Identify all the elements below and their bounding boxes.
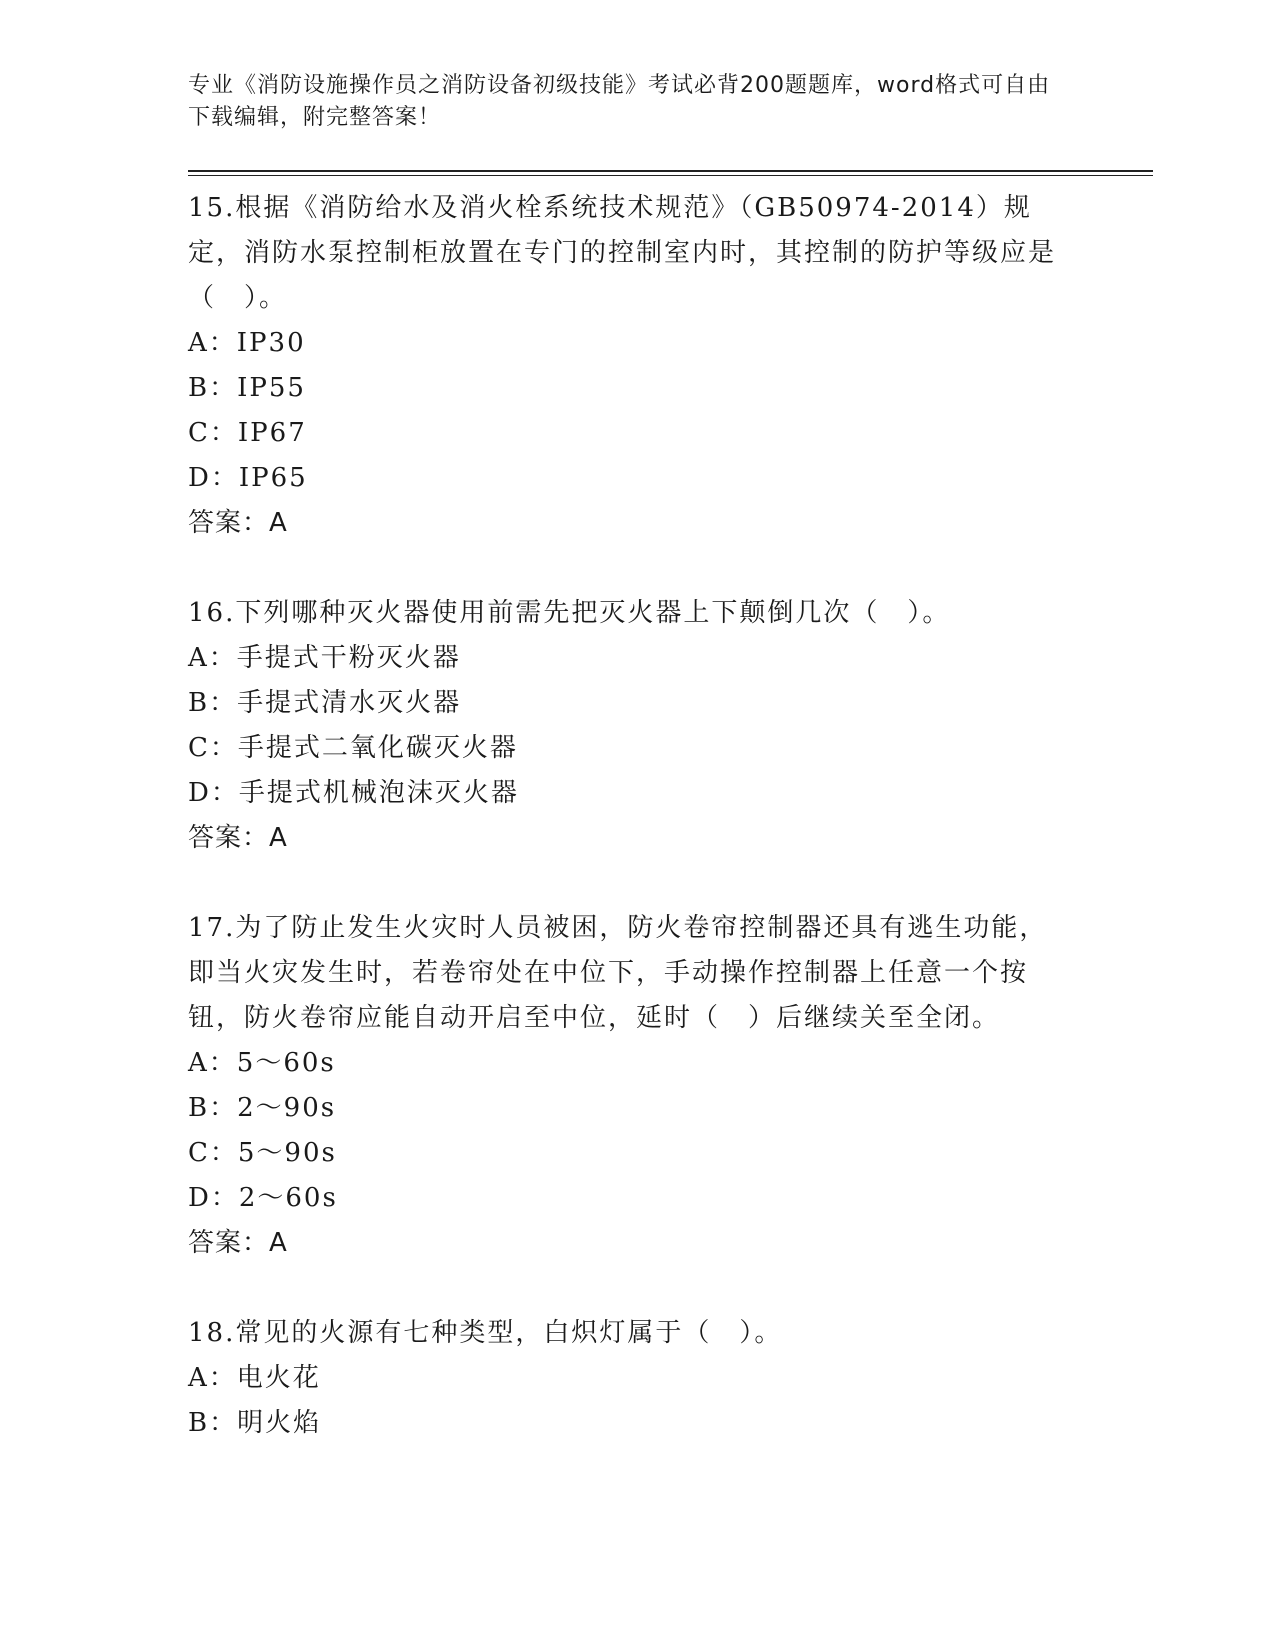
header-divider — [188, 170, 1153, 176]
question-15 — [188, 186, 1153, 546]
spacer — [188, 1266, 1153, 1311]
option-a: A：电火花 — [188, 1363, 321, 1393]
option-d: D：手提式机械泡沫灭火器 — [188, 778, 519, 808]
question-stem: 15.根据《消防给水及消火栓系统技术规范》（GB50974-2014）规定，消防水泵控制柜放置在专门的控制室内时，其控制的防护等级应是（ ）。 — [188, 193, 1057, 313]
spacer — [188, 861, 1153, 906]
option-a: A：手提式干粉灭火器 — [188, 643, 461, 673]
answer-line: 答案：A — [188, 1228, 288, 1258]
option-b: B：IP55 — [188, 373, 306, 403]
option-d: D：2～60s — [188, 1183, 338, 1213]
option-a: A：IP30 — [188, 328, 306, 358]
option-c: C：5～90s — [188, 1138, 337, 1168]
question-17 — [188, 906, 1153, 1266]
question-stem: 16.下列哪种灭火器使用前需先把灭火器上下颠倒几次（ ）。 — [188, 598, 951, 628]
document-page — [188, 70, 1153, 1446]
option-a: A：5～60s — [188, 1048, 336, 1078]
option-c: C：手提式二氧化碳灭火器 — [188, 733, 518, 763]
answer-line: 答案：A — [188, 823, 288, 853]
option-b: B：手提式清水灭火器 — [188, 688, 462, 718]
question-stem: 18.常见的火源有七种类型，白炽灯属于（ ）。 — [188, 1318, 783, 1348]
document-header: 专业《消防设施操作员之消防设备初级技能》考试必背200题题库，word格式可自由下载编辑，附完整答案！ — [188, 73, 1051, 130]
question-stem: 17.为了防止发生火灾时人员被困，防火卷帘控制器还具有逃生功能，即当火灾发生时，若卷帘处在中位下，手动操作控制器上任意一个按钮，防火卷帘应能自动开启至中位，延时（ ）后继续关至全闭。 — [188, 913, 1048, 1033]
question-18 — [188, 1311, 1153, 1446]
question-16 — [188, 591, 1153, 861]
option-c: C：IP67 — [188, 418, 307, 448]
option-d: D：IP65 — [188, 463, 308, 493]
answer-line: 答案：A — [188, 508, 288, 538]
option-b: B：2～90s — [188, 1093, 337, 1123]
spacer — [188, 546, 1153, 591]
option-b: B：明火焰 — [188, 1408, 322, 1438]
